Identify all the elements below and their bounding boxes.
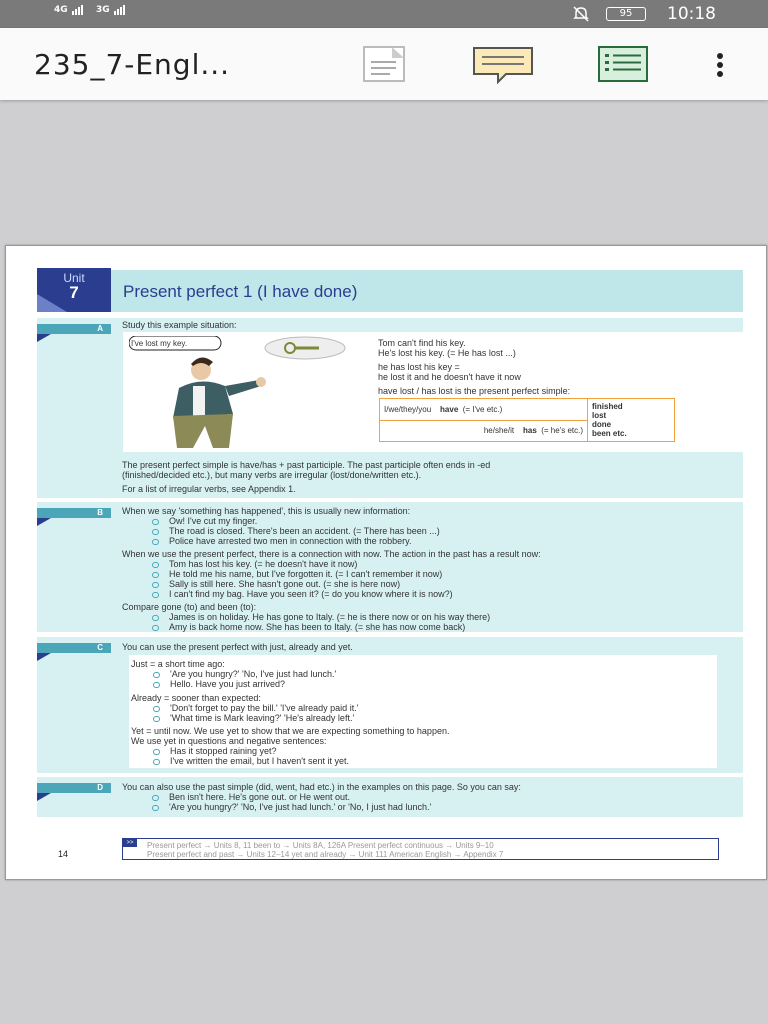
- unit-badge: [37, 268, 111, 312]
- section-c-text: We use yet in questions and negative sentences:: [131, 736, 327, 746]
- unit-label: Unit: [63, 271, 85, 285]
- more-vert-icon[interactable]: [712, 52, 728, 83]
- example-line: 'Are you hungry?' 'No, I've just had lunch.': [153, 669, 336, 679]
- cross-reference-line: Present perfect → Units 8, 11 been to → Units 8A, 126A Present perfect continuous → Units 9–10: [147, 841, 494, 850]
- document-page: [5, 245, 767, 880]
- example-line: Sally is still here. She hasn't gone out. (= she is here now): [152, 579, 400, 589]
- section-c-text: Just = a short time ago:: [131, 659, 225, 669]
- section-a-note: The present perfect simple is have/has + past participle. The past participle often ends in -ed: [122, 460, 491, 470]
- table-row: [380, 399, 588, 421]
- section-b-text: Compare gone (to) and been (to):: [122, 602, 257, 612]
- section-c-intro: You can use the present perfect with just, already and yet.: [122, 642, 353, 652]
- table-aux: have: [440, 404, 459, 414]
- section-b: [37, 502, 743, 632]
- battery-level: 95: [619, 8, 633, 19]
- example-line: have lost / has lost is the present perfect simple:: [378, 386, 571, 396]
- example-line: he has lost his key =: [378, 362, 460, 372]
- table-participles: finished lost done been etc.: [588, 399, 675, 442]
- example-line: I've written the email, but I haven't sent it yet.: [153, 756, 349, 766]
- example-line: Police have arrested two men in connection with the robbery.: [152, 536, 411, 546]
- section-a-intro: Study this example situation:: [122, 320, 237, 330]
- list-icon[interactable]: [598, 46, 648, 87]
- section-tag-b: B: [37, 508, 111, 518]
- section-c-text: Yet = until now. We use yet to show that we are expecting something to happen.: [131, 726, 450, 736]
- battery-icon: [606, 7, 646, 21]
- example-line: Tom can't find his key.: [378, 338, 466, 348]
- section-a-note: (finished/decided etc.), but many verbs are irregular (lost/done/written etc.).: [122, 470, 422, 480]
- mute-icon: [572, 5, 590, 27]
- example-line: Ow! I've cut my finger.: [152, 516, 257, 526]
- unit-header: [111, 270, 743, 312]
- section-c: [37, 637, 743, 773]
- cross-reference-line: Present perfect and past → Units 12–14 yet and already → Unit 111 American English → Appendix 7: [147, 850, 504, 859]
- table-row: [380, 420, 588, 442]
- example-line: he lost it and he doesn't have it now: [378, 372, 521, 382]
- signal-3g-label: 3G: [96, 5, 110, 15]
- example-line: Has it stopped raining yet?: [153, 746, 277, 756]
- unit-number: 7: [69, 283, 79, 302]
- signal-4g-icon: [54, 5, 84, 15]
- table-subject: I/we/they/you: [384, 404, 432, 414]
- example-line: 'Don't forget to pay the bill.' 'I've already paid it.': [153, 703, 358, 713]
- example-line: Amy is back home now. She has been to Italy. (= she has now come back): [152, 622, 465, 632]
- speech-bubble: I've lost my key.: [131, 339, 188, 348]
- page-number: 14: [58, 849, 69, 859]
- section-a-note: For a list of irregular verbs, see Appendix 1.: [122, 484, 296, 494]
- signal-3g-icon: [96, 5, 126, 15]
- example-line: 'What time is Mark leaving?' 'He's already left.': [153, 713, 354, 723]
- section-tag-a: A: [37, 324, 111, 334]
- conjugation-table: [379, 398, 675, 442]
- page-title: Present perfect 1 (I have done): [123, 282, 358, 301]
- table-subject: he/she/it: [483, 426, 515, 436]
- app-toolbar: [0, 28, 768, 100]
- comment-icon[interactable]: [472, 46, 534, 89]
- example-line: I can't find my bag. Have you seen it? (= do you know where it is now?): [152, 589, 453, 599]
- table-note: (= I've etc.): [462, 404, 503, 414]
- example-line: Hello. Have you just arrived?: [153, 679, 285, 689]
- man-illustration: [129, 336, 369, 450]
- example-line: Tom has lost his key. (= he doesn't have it now): [152, 559, 357, 569]
- table-aux: has: [522, 426, 537, 436]
- section-d-text: You can also use the past simple (did, went, had etc.) in the examples on this page. So you can say:: [122, 782, 521, 792]
- example-box: [129, 655, 717, 768]
- example-line: He's lost his key. (= He has lost ...): [378, 348, 516, 358]
- section-a: [37, 318, 743, 498]
- status-bar: [0, 0, 768, 28]
- arrow-icon: >>: [123, 839, 137, 847]
- example-box: [123, 332, 748, 452]
- document-title: 235_7-Engl...: [34, 48, 231, 81]
- cross-reference-box: [122, 838, 719, 860]
- section-b-text: When we use the present perfect, there is a connection with now. The action in the past has a result now:: [122, 549, 541, 559]
- example-line: James is on holiday. He has gone to Italy. (= he is there now or on his way there): [152, 612, 490, 622]
- signal-4g-label: 4G: [54, 5, 68, 15]
- table-note: (= he's etc.): [541, 426, 583, 436]
- section-c-text: Already = sooner than expected:: [131, 693, 261, 703]
- example-line: The road is closed. There's been an accident. (= There has been ...): [152, 526, 440, 536]
- section-tag-d: D: [37, 783, 111, 793]
- example-line: Ben isn't here. He's gone out. or He went out.: [152, 792, 350, 802]
- example-line: He told me his name, but I've forgotten it. (= I can't remember it now): [152, 569, 442, 579]
- document-icon[interactable]: [362, 46, 406, 87]
- section-tag-c: C: [37, 643, 111, 653]
- example-line: 'Are you hungry?' 'No, I've just had lunch.' or 'No, I just had lunch.': [152, 802, 431, 812]
- section-b-text: When we say 'something has happened', this is usually new information:: [122, 506, 411, 516]
- section-d: [37, 777, 743, 817]
- clock: 10:18: [667, 4, 716, 24]
